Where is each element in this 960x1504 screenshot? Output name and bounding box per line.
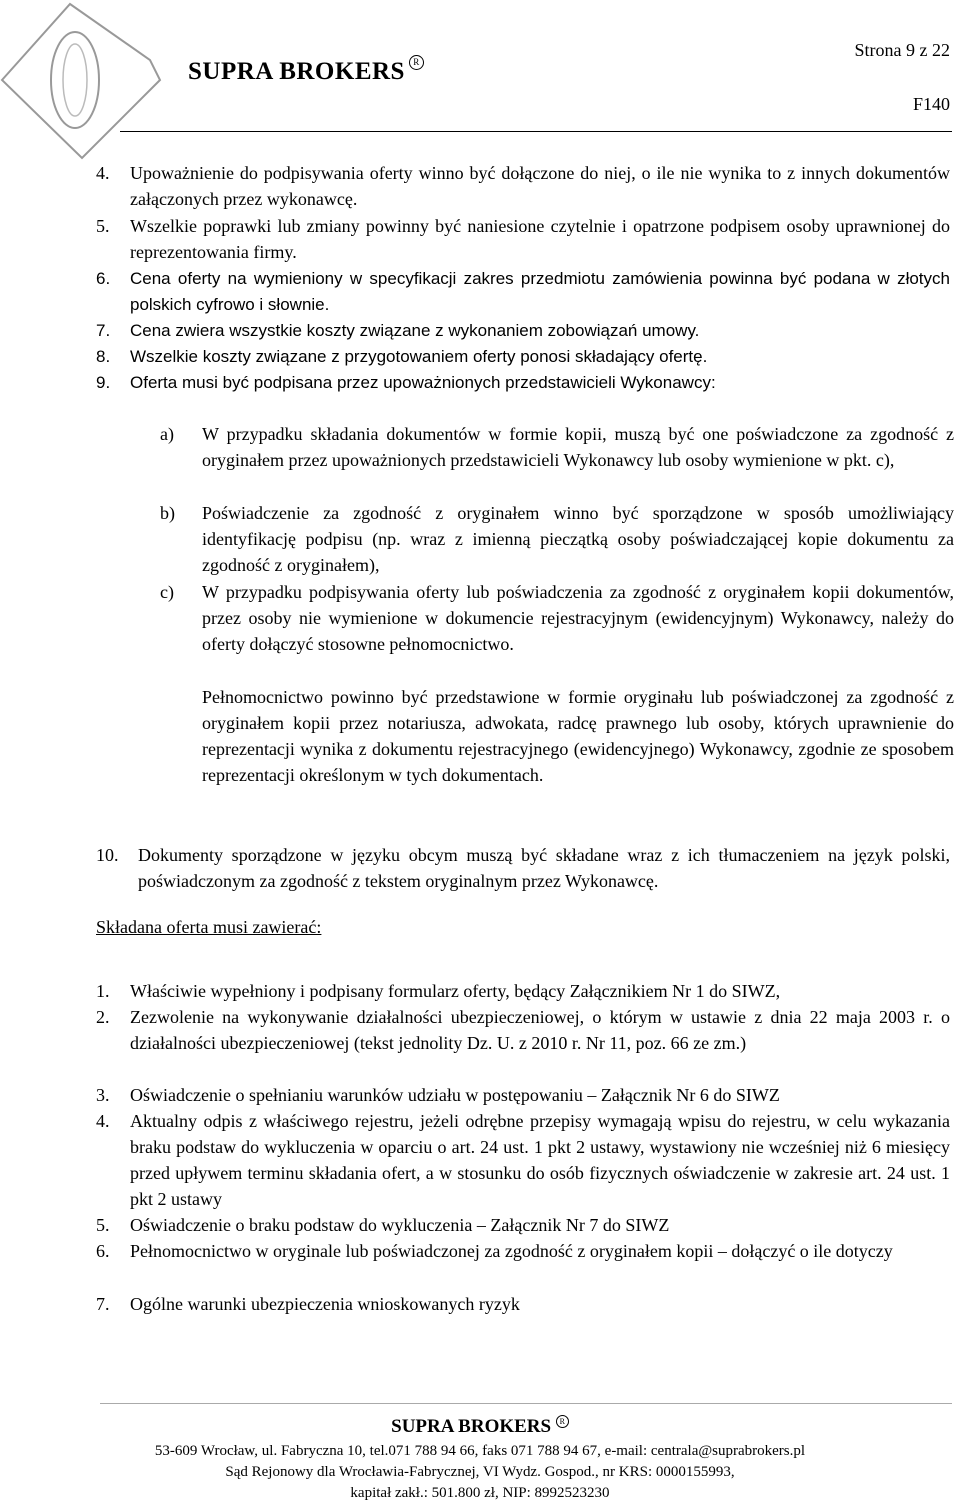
section-heading: Składana oferta musi zawierać: xyxy=(96,917,322,937)
list-item: 5. Wszelkie poprawki lub zmiany powinny być naniesione czytelnie i opatrzone podpisem osoby uprawnionej do reprezentowania firmy. xyxy=(96,216,950,262)
list-item: 4. Upoważnienie do podpisywania oferty winno być dołączone do niej, o ile nie wynika to z innych dokumentów załączonych przez wykonawcę. xyxy=(96,163,950,209)
list-item: 9. Oferta musi być podpisana przez upoważnionych przedstawicieli Wykonawcy: xyxy=(96,373,716,392)
list-item: 4. Aktualny odpis z właściwego rejestru, jeżeli odrębne przepisy wymagają wpisu do rejestru, w celu wykazania braku podstaw do wykluczenia w oparciu o art. 24 ust. 1 pkt 2 ustawy, wystawiony nie wcześniej niż 6 miesięcy przed upływem terminu składania ofert, a w stosunku do osób fizycznych oświadczenie w zakresie art. 24 ust. 1 pkt 2 ustawy xyxy=(96,1111,950,1209)
footer-address: 53-609 Wrocław, ul. Fabryczna 10, tel.071 788 94 66, faks 071 788 94 67, e-mail: centrala@suprabrokers.pl xyxy=(154,1443,806,1459)
document-code: F140 xyxy=(912,94,950,114)
footer-registered-mark: R xyxy=(556,1415,569,1428)
list-item: 7. Ogólne warunki ubezpieczenia wnioskowanych ryzyk xyxy=(96,1294,520,1314)
list-item: 10. Dokumenty sporządzone w języku obcym muszą być składane wraz z ich tłumaczeniem na język polski, poświadczonym za zgodność z tekstem oryginalnym przez Wykonawcę. xyxy=(96,845,950,891)
list-item: 6. Cena oferty na wymieniony w specyfikacji zakres przedmiotu zamówienia powinna być podana w złotych polskich cyfrowo i słownie. xyxy=(96,269,950,314)
list-item: 1. Właściwie wypełniony i podpisany formularz oferty, będący Załącznikiem Nr 1 do SIWZ, xyxy=(96,981,781,1001)
sub-item-c: c) W przypadku podpisywania oferty lub poświadczenia za zgodność z oryginałem kopii dokumentów, przez osoby nie wymienione w dokumencie rejestracyjnym (ewidencyjnym) Wykonawcy, należy do oferty dołączyć stosowne pełnomocnictwo. xyxy=(160,582,954,654)
list-item: 6. Pełnomocnictwo w oryginale lub poświadczonej za zgodność z oryginałem kopii – dołączyć o ile dotyczy xyxy=(96,1241,893,1261)
page-number: Strona 9 z 22 xyxy=(854,40,950,60)
list-item: 5. Oświadczenie o braku podstaw do wykluczenia – Załącznik Nr 7 do SIWZ xyxy=(96,1215,670,1235)
footer-divider xyxy=(100,1403,952,1404)
header-brand: SUPRA BROKERS R xyxy=(188,58,420,86)
footer-registry: Sąd Rejonowy dla Wrocławia-Fabrycznej, VI Wydz. Gospod., nr KRS: 0000155993, xyxy=(225,1464,735,1480)
sub-item-a: a) W przypadku składania dokumentów w formie kopii, muszą być one poświadczone za zgodność z oryginałem przez upoważnionych przedstawicieli Wykonawcy lub osoby wymienione w pkt. c), xyxy=(160,424,954,470)
sub-item-b: b) Poświadczenie za zgodność z oryginałem winno być sporządzone w sposób umożliwiający identyfikację podpisu (np. wraz z imienną pieczątką osoby poświadczającej kopie dokumentu za zgodność z oryginałem), xyxy=(160,503,954,575)
company-logo xyxy=(0,0,180,160)
registered-mark: R xyxy=(409,55,424,70)
footer-brand: SUPRA BROKERS R xyxy=(0,1416,960,1438)
list-item: 7. Cena zwiera wszystkie koszty związane z wykonaniem zobowiązań umowy. xyxy=(96,321,700,340)
list-item: 3. Oświadczenie o spełnianiu warunków udziału w postępowaniu – Załącznik Nr 6 do SIWZ xyxy=(96,1085,780,1105)
list-item: 2. Zezwolenie na wykonywanie działalności ubezpieczeniowej, o którym w ustawie z dnia 22 maja 2003 r. o działalności ubezpieczeniowej (tekst jednolity Dz. U. z 2010 r. Nr 11, poz. 66 ze zm.) xyxy=(96,1007,950,1053)
sub-item-c-continuation: Pełnomocnictwo powinno być przedstawione w formie oryginału lub poświadczonej za zgodność z oryginałem kopii przez notariusza, adwokata, radcę prawnego lub osoby, których uprawnienie do reprezentacji wynika z dokumentu rejestracyjnego (ewidencyjnego) Wykonawcy, zgodnie ze sposobem reprezentacji określonym w tych dokumentach. xyxy=(202,687,954,785)
header-divider xyxy=(120,131,952,132)
footer-capital: kapitał zakł.: 501.800 zł, NIP: 8992523230 xyxy=(350,1485,610,1501)
list-item: 8. Wszelkie koszty związane z przygotowaniem oferty ponosi składający ofertę. xyxy=(96,347,708,366)
